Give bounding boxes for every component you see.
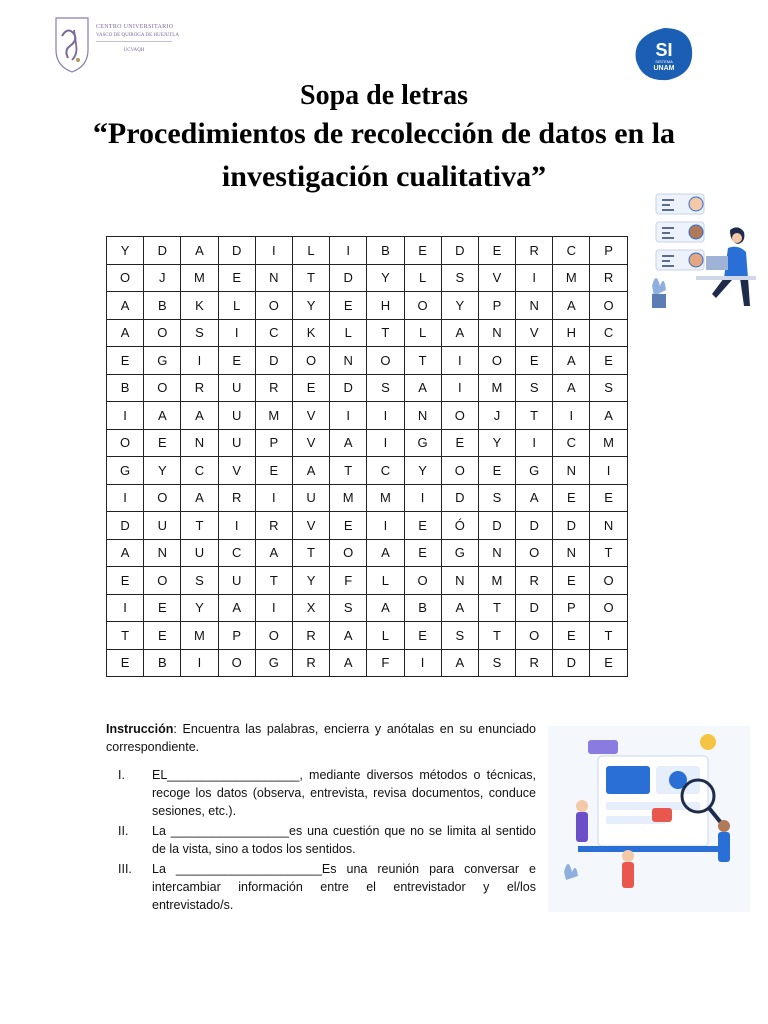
grid-cell: D [553, 649, 590, 677]
grid-cell: A [404, 374, 441, 402]
grid-cell: D [107, 512, 144, 540]
grid-cell: M [590, 429, 627, 457]
grid-cell: A [553, 347, 590, 375]
question-list [106, 766, 536, 916]
grid-cell: D [441, 237, 478, 265]
grid-cell: R [516, 237, 553, 265]
grid-cell: I [181, 649, 218, 677]
grid-cell: T [478, 594, 515, 622]
grid-cell: E [516, 347, 553, 375]
grid-cell: E [107, 649, 144, 677]
logo-small-text-2: UNAM [653, 65, 675, 72]
title-line-3: investigación cualitativa” [221, 160, 547, 193]
grid-cell: N [478, 539, 515, 567]
item-number: I. [118, 768, 125, 782]
grid-cell: C [181, 457, 218, 485]
grid-cell: S [181, 567, 218, 595]
grid-cell: I [404, 649, 441, 677]
grid-cell: N [441, 567, 478, 595]
grid-cell: O [107, 429, 144, 457]
grid-row [107, 237, 628, 265]
grid-row [107, 622, 628, 650]
grid-cell: B [367, 237, 404, 265]
grid-cell: I [107, 484, 144, 512]
grid-cell: N [181, 429, 218, 457]
grid-cell: A [181, 402, 218, 430]
grid-cell: E [218, 264, 255, 292]
grid-cell: S [330, 594, 367, 622]
grid-cell: U [144, 512, 181, 540]
grid-cell: P [218, 622, 255, 650]
grid-cell: I [404, 484, 441, 512]
grid-cell: Y [107, 237, 144, 265]
grid-cell: O [144, 484, 181, 512]
person-laptop-illustration [640, 186, 762, 318]
title-line-1: Sopa de letras [300, 80, 468, 111]
grid-cell: L [330, 319, 367, 347]
grid-cell: A [553, 292, 590, 320]
grid-cell: I [441, 347, 478, 375]
grid-cell: B [107, 374, 144, 402]
grid-cell: O [292, 347, 329, 375]
grid-cell: E [144, 594, 181, 622]
grid-cell: G [441, 539, 478, 567]
grid-cell: D [330, 374, 367, 402]
grid-cell: T [181, 512, 218, 540]
grid-cell: S [478, 649, 515, 677]
grid-cell: I [255, 484, 292, 512]
grid-row [107, 457, 628, 485]
grid-cell: A [516, 484, 553, 512]
grid-cell: I [255, 594, 292, 622]
grid-cell: E [441, 429, 478, 457]
grid-cell: M [255, 402, 292, 430]
grid-cell: T [590, 622, 627, 650]
grid-cell: B [404, 594, 441, 622]
grid-cell: K [181, 292, 218, 320]
grid-cell: A [107, 319, 144, 347]
grid-cell: O [516, 622, 553, 650]
grid-cell: E [404, 512, 441, 540]
grid-cell: A [330, 429, 367, 457]
grid-cell: K [292, 319, 329, 347]
grid-cell: G [107, 457, 144, 485]
grid-cell: A [144, 402, 181, 430]
grid-cell: D [330, 264, 367, 292]
grid-row [107, 292, 628, 320]
grid-cell: D [441, 484, 478, 512]
grid-cell: U [181, 539, 218, 567]
grid-cell: Y [478, 429, 515, 457]
grid-cell: R [255, 374, 292, 402]
grid-cell: I [553, 402, 590, 430]
grid-row [107, 402, 628, 430]
grid-cell: L [292, 237, 329, 265]
grid-cell: D [516, 594, 553, 622]
grid-cell: C [590, 319, 627, 347]
grid-cell: O [107, 264, 144, 292]
grid-row [107, 539, 628, 567]
grid-cell: E [144, 429, 181, 457]
grid-cell: Y [181, 594, 218, 622]
grid-cell: S [367, 374, 404, 402]
grid-cell: D [516, 512, 553, 540]
grid-cell: L [404, 264, 441, 292]
list-item [106, 766, 536, 820]
grid-cell: A [441, 649, 478, 677]
grid-cell: E [553, 622, 590, 650]
grid-cell: S [181, 319, 218, 347]
grid-cell: M [181, 264, 218, 292]
grid-cell: E [404, 539, 441, 567]
grid-cell: Y [441, 292, 478, 320]
grid-row [107, 429, 628, 457]
team-research-illustration [548, 726, 750, 912]
grid-cell: A [181, 237, 218, 265]
grid-cell: E [404, 237, 441, 265]
grid-cell: T [590, 539, 627, 567]
word-search-grid [106, 236, 628, 677]
grid-cell: M [330, 484, 367, 512]
grid-cell: I [367, 402, 404, 430]
grid-cell: J [478, 402, 515, 430]
grid-cell: P [590, 237, 627, 265]
item-text: La _________________es una cuestión que no se limita al sentido de la vista, sino a todos los sentidos. [152, 824, 536, 856]
grid-cell: V [218, 457, 255, 485]
grid-cell: A [107, 292, 144, 320]
grid-cell: S [478, 484, 515, 512]
logo-line-3: UCVAQH [123, 48, 145, 53]
grid-cell: D [218, 237, 255, 265]
grid-cell: N [330, 347, 367, 375]
grid-cell: E [107, 567, 144, 595]
grid-cell: O [590, 567, 627, 595]
grid-cell: I [218, 319, 255, 347]
item-number: II. [118, 824, 129, 838]
grid-cell: B [144, 649, 181, 677]
grid-cell: O [516, 539, 553, 567]
grid-cell: E [144, 622, 181, 650]
grid-cell: A [255, 539, 292, 567]
grid-cell: Y [404, 457, 441, 485]
grid-cell: C [553, 237, 590, 265]
grid-cell: P [478, 292, 515, 320]
logo-big-text: SI [655, 40, 673, 60]
grid-cell: T [367, 319, 404, 347]
grid-cell: D [144, 237, 181, 265]
grid-cell: I [107, 594, 144, 622]
grid-cell: U [218, 567, 255, 595]
grid-cell: A [553, 374, 590, 402]
grid-cell: I [218, 512, 255, 540]
grid-cell: O [478, 347, 515, 375]
grid-cell: T [292, 264, 329, 292]
grid-cell: T [516, 402, 553, 430]
instruction-paragraph [106, 720, 536, 756]
grid-cell: N [516, 292, 553, 320]
grid-cell: A [367, 539, 404, 567]
grid-cell: L [367, 567, 404, 595]
grid-cell: O [144, 567, 181, 595]
grid-cell: O [144, 319, 181, 347]
grid-cell: R [516, 567, 553, 595]
grid-row [107, 347, 628, 375]
grid-cell: T [330, 457, 367, 485]
university-crest-icon [52, 14, 92, 74]
grid-cell: V [292, 402, 329, 430]
grid-cell: A [107, 539, 144, 567]
logo-line-2: VASCO DE QUIROGA DE HUEJUTLA [96, 33, 179, 38]
si-unam-logo-icon [632, 24, 696, 82]
grid-cell: T [255, 567, 292, 595]
grid-cell: G [144, 347, 181, 375]
grid-cell: A [367, 594, 404, 622]
grid-cell: I [255, 237, 292, 265]
grid-row [107, 594, 628, 622]
grid-cell: N [255, 264, 292, 292]
grid-cell: H [367, 292, 404, 320]
grid-row [107, 567, 628, 595]
grid-cell: U [218, 374, 255, 402]
grid-cell: M [478, 567, 515, 595]
grid-cell: O [590, 292, 627, 320]
logo-line-1: CENTRO UNIVERSITARIO [96, 24, 174, 30]
grid-cell: L [404, 319, 441, 347]
grid-cell: H [553, 319, 590, 347]
grid-cell: M [181, 622, 218, 650]
grid-cell: N [144, 539, 181, 567]
grid-cell: C [553, 429, 590, 457]
grid-cell: V [292, 512, 329, 540]
item-text: EL___________________, mediante diversos métodos o técnicas, recoge los datos (observa, entrevista, revisa documentos, conduce sesiones, etc.). [152, 768, 536, 818]
grid-cell: V [516, 319, 553, 347]
grid-cell: A [330, 622, 367, 650]
grid-cell: R [255, 512, 292, 540]
grid-cell: N [478, 319, 515, 347]
grid-cell: A [218, 594, 255, 622]
grid-cell: I [330, 402, 367, 430]
grid-cell: Y [292, 567, 329, 595]
title-line-2: “Procedimientos de recolección de datos en la [92, 117, 676, 150]
grid-cell: R [590, 264, 627, 292]
grid-cell: J [144, 264, 181, 292]
grid-cell: G [516, 457, 553, 485]
grid-row [107, 649, 628, 677]
grid-cell: D [553, 512, 590, 540]
grid-cell: O [590, 594, 627, 622]
grid-cell: N [404, 402, 441, 430]
grid-cell: I [181, 347, 218, 375]
grid-cell: S [590, 374, 627, 402]
instruction-label: Instrucción [106, 722, 174, 736]
grid-cell: N [553, 457, 590, 485]
grid-cell: A [441, 594, 478, 622]
grid-cell: S [441, 264, 478, 292]
grid-cell: A [330, 649, 367, 677]
grid-cell: E [330, 512, 367, 540]
item-number: III. [118, 862, 132, 876]
grid-cell: E [590, 347, 627, 375]
grid-cell: S [516, 374, 553, 402]
grid-cell: E [553, 567, 590, 595]
grid-cell: I [367, 512, 404, 540]
grid-cell: O [330, 539, 367, 567]
logo-small-text-1: SISTEMA [655, 59, 673, 64]
grid-cell: A [181, 484, 218, 512]
grid-cell: O [441, 457, 478, 485]
grid-cell: R [292, 649, 329, 677]
grid-cell: B [144, 292, 181, 320]
grid-cell: Y [367, 264, 404, 292]
university-logo [52, 14, 179, 76]
grid-cell: E [590, 484, 627, 512]
grid-cell: I [441, 374, 478, 402]
grid-cell: I [107, 402, 144, 430]
grid-cell: E [478, 457, 515, 485]
grid-cell: Y [292, 292, 329, 320]
grid-cell: O [404, 292, 441, 320]
grid-cell: I [367, 429, 404, 457]
grid-cell: Ó [441, 512, 478, 540]
grid-cell: E [330, 292, 367, 320]
grid-cell: U [218, 429, 255, 457]
grid-cell: A [441, 319, 478, 347]
grid-cell: D [255, 347, 292, 375]
list-item [106, 860, 536, 914]
instruction-text: : Encuentra las palabras, encierra y anótalas en su enunciado correspondiente. [106, 722, 536, 754]
grid-cell: O [255, 292, 292, 320]
grid-cell: N [590, 512, 627, 540]
grid-cell: I [516, 264, 553, 292]
grid-cell: E [553, 484, 590, 512]
grid-cell: R [516, 649, 553, 677]
grid-cell: F [330, 567, 367, 595]
grid-cell: Y [144, 457, 181, 485]
grid-cell: T [404, 347, 441, 375]
grid-cell: I [516, 429, 553, 457]
grid-cell: A [590, 402, 627, 430]
grid-cell: T [107, 622, 144, 650]
grid-cell: M [553, 264, 590, 292]
grid-cell: E [218, 347, 255, 375]
grid-cell: E [255, 457, 292, 485]
grid-cell: E [292, 374, 329, 402]
grid-cell: L [367, 622, 404, 650]
grid-cell: G [255, 649, 292, 677]
grid-row [107, 484, 628, 512]
grid-row [107, 319, 628, 347]
grid-cell: E [478, 237, 515, 265]
grid-cell: A [292, 457, 329, 485]
grid-cell: C [218, 539, 255, 567]
grid-cell: D [478, 512, 515, 540]
list-item [106, 822, 536, 858]
grid-cell: M [478, 374, 515, 402]
grid-cell: P [255, 429, 292, 457]
grid-cell: O [144, 374, 181, 402]
grid-cell: V [292, 429, 329, 457]
item-text: La _____________________Es una reunión para conversar e intercambiar información entre el entrevistador y el/los entrevistado/s. [152, 862, 536, 912]
grid-cell: S [441, 622, 478, 650]
grid-cell: F [367, 649, 404, 677]
grid-cell: E [107, 347, 144, 375]
grid-cell: V [478, 264, 515, 292]
grid-cell: X [292, 594, 329, 622]
grid-cell: U [292, 484, 329, 512]
grid-row [107, 512, 628, 540]
grid-cell: I [330, 237, 367, 265]
grid-cell: O [441, 402, 478, 430]
grid-cell: N [553, 539, 590, 567]
grid-cell: E [590, 649, 627, 677]
grid-cell: T [292, 539, 329, 567]
grid-cell: C [255, 319, 292, 347]
grid-cell: I [590, 457, 627, 485]
grid-cell: M [367, 484, 404, 512]
grid-cell: O [218, 649, 255, 677]
grid-cell: P [553, 594, 590, 622]
grid-cell: C [367, 457, 404, 485]
grid-row [107, 374, 628, 402]
grid-cell: T [478, 622, 515, 650]
grid-cell: R [218, 484, 255, 512]
grid-cell: O [367, 347, 404, 375]
grid-cell: O [255, 622, 292, 650]
grid-cell: E [404, 622, 441, 650]
grid-cell: O [404, 567, 441, 595]
grid-cell: R [292, 622, 329, 650]
grid-cell: G [404, 429, 441, 457]
grid-cell: U [218, 402, 255, 430]
grid-row [107, 264, 628, 292]
grid-cell: L [218, 292, 255, 320]
grid-cell: R [181, 374, 218, 402]
